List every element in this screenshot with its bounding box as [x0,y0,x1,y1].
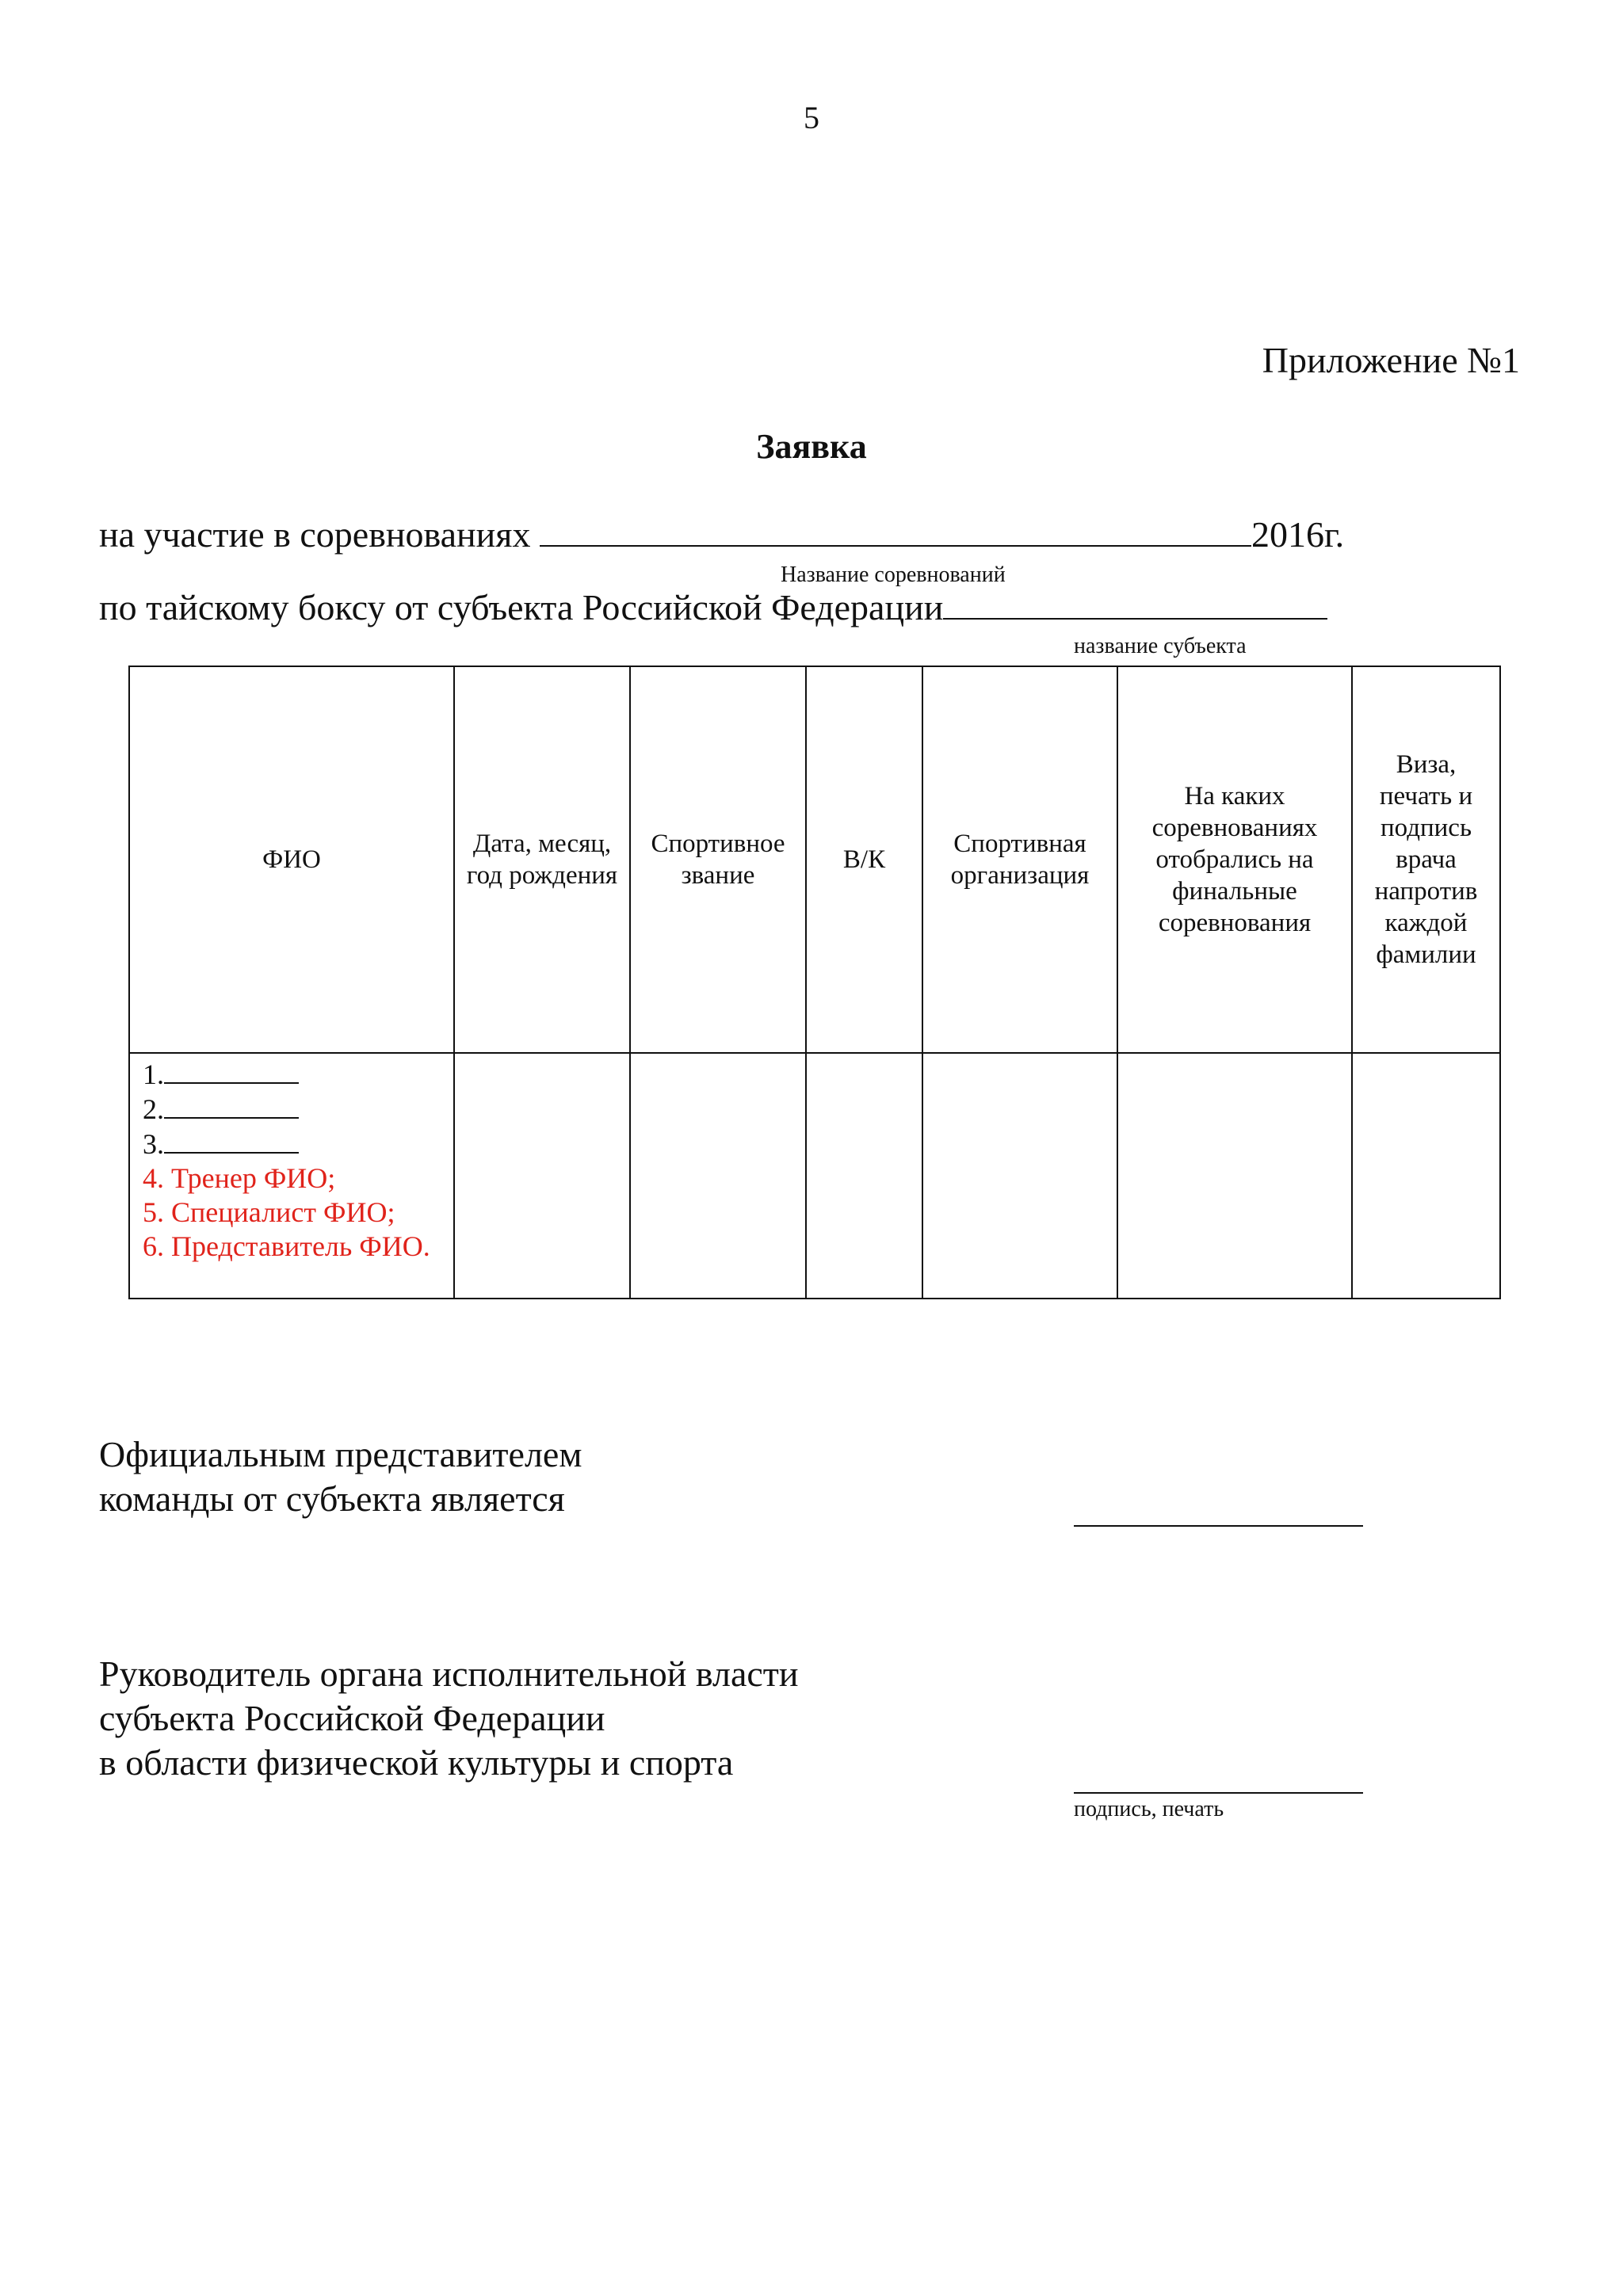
header-sport-organization: Спортивная организация [922,666,1117,1053]
entry-table [128,666,1501,1299]
subject-line-prefix: по тайскому боксу от субъекта Российской Федерации [99,587,944,627]
header-birth-date: Дата, месяц, год рождения [454,666,630,1053]
sport-organization-cell[interactable] [922,1053,1117,1299]
table-header-row [129,666,1500,1053]
signature-caption: подпись, печать [1074,1797,1224,1821]
list-item: 1. [143,1057,441,1092]
competition-name-caption: Название соревнований [781,563,1006,587]
header-weight-category: В/К [806,666,922,1053]
participant-2-blank[interactable] [164,1092,299,1119]
signature-blank[interactable] [1074,1792,1363,1794]
participant-3-blank[interactable] [164,1127,299,1154]
head-line-3: в области физической культуры и спорта [99,1742,734,1783]
header-doctor-visa: Виза, печать и подпись врача напротив каждой фамилии [1352,666,1500,1053]
header-sport-rank: Спортивное звание [630,666,806,1053]
coach-item: 4. Тренер ФИО; [143,1162,336,1194]
list-item: 3. [143,1127,441,1161]
official-line-2: команды от субъекта является [99,1478,565,1519]
header-fio: ФИО [129,666,454,1053]
list-item: 2. [143,1092,441,1127]
competition-line [99,513,1344,555]
competition-year: 2016г. [1251,514,1345,555]
appendix-label: Приложение №1 [1262,340,1520,380]
header-qualifying-competitions: На каких соревнованиях отобрались на финальные соревнования [1117,666,1352,1053]
official-line-1: Официальным представителем [99,1434,582,1474]
table-row [129,1053,1500,1299]
birth-date-cell[interactable] [454,1053,630,1299]
official-representative-blank[interactable] [1074,1525,1363,1527]
document-title: Заявка [756,427,867,466]
subject-name-caption: название субъекта [1074,634,1247,658]
official-representative-block [99,1432,582,1521]
head-of-authority-block [99,1652,799,1785]
specialist-item: 5. Специалист ФИО; [143,1196,395,1228]
doctor-visa-cell[interactable] [1352,1053,1500,1299]
participant-1-blank[interactable] [164,1057,299,1084]
head-line-2: субъекта Российской Федерации [99,1698,605,1738]
participant-list-cell[interactable] [129,1053,454,1299]
subject-name-blank[interactable] [943,589,1327,620]
representative-item: 6. Представитель ФИО. [143,1230,430,1262]
head-line-1: Руководитель органа исполнительной власти [99,1653,799,1694]
sport-rank-cell[interactable] [630,1053,806,1299]
weight-category-cell[interactable] [806,1053,922,1299]
qualifying-competitions-cell[interactable] [1117,1053,1352,1299]
competition-line-prefix: на участие в соревнованиях [99,514,531,555]
competition-name-blank[interactable] [540,517,1251,547]
page-number: 5 [804,100,819,135]
subject-line [99,586,1327,628]
